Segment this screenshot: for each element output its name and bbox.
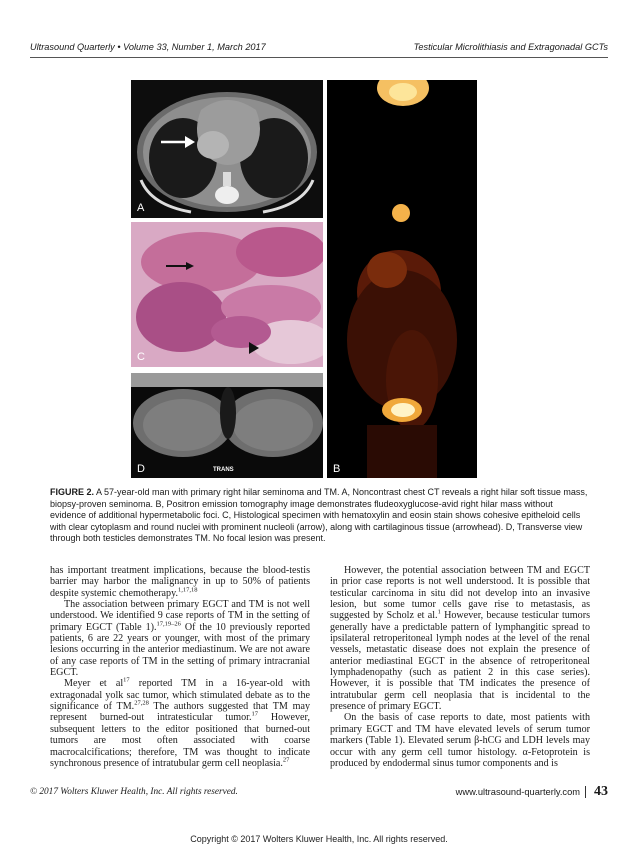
panel-label-c: C <box>137 351 145 363</box>
panel-label-b: B <box>333 463 341 475</box>
citation: 17 <box>251 711 258 719</box>
page-number: 43 <box>594 784 608 799</box>
figure-label: FIGURE 2. <box>50 487 95 497</box>
panel-label-a: A <box>137 202 145 214</box>
citation: 17,19–26 <box>156 620 181 628</box>
trans-label: TRANS <box>213 467 234 473</box>
journal-name: Ultrasound Quarterly <box>30 42 115 52</box>
paragraph: Meyer et $al^{17}$ reported TM in a 16-year-old with extragonadal yolk sac tumor, which stimulated debate as to the significance of TM.$^{27,28}$ The authors suggested that TM may represent burned-out intratesticular tumor.$^{17}$ However, subsequent letters to the editor positioned that burned-out tumors are most often associated with coarse macrocalcifications; therefore, TM was thought to indicate synchronous presence of intratubular germ cell neoplasia.$^{27}$ <box>50 677 311 769</box>
header-bullet: • <box>117 42 121 52</box>
ultrasound-image <box>131 373 323 478</box>
paragraph: The association between primary EGCT and TM is not well understood. We identified 9 case reports of TM in the setting of primary EGCT (Table 1).$^{17,19-26}$ Of the 10 previously reported patients, 6 are 22 years or younger, with most of the primary lesions occurring in the anterior mediastinum. We are not aware of any case reports of TM in the setting of primary intracranial EGCT. <box>50 599 310 679</box>
ct-scan-image <box>131 80 323 218</box>
body-column-left <box>50 565 310 769</box>
footer-divider <box>585 786 586 798</box>
figure-caption-text: A 57-year-old man with primary right hilar seminoma and TM. A, Noncontrast chest CT reveals a right hilar soft tissue mass, biopsy-proven seminoma. B, Positron emission tomography image demonstrates fludeoxyglucose-avid right hilar mass without evidence of additional hypermetabolic foci. C, Histological specimen with hematoxylin and eosin stain shows cohesive epitheloid cells with clear cytoplasm and round nuclei with prominent nucleoli (arrow), along with cartilaginous tissue (arrowhead). D, Transverse view through both testicles demonstrates TM. No focal lesion was present. <box>50 487 588 544</box>
running-title: Testicular Microlithiasis and Extragonadal GCTs <box>413 42 608 52</box>
paragraph: However, the potential association between TM and EGCT in prior case reports is not well understood. It is possible that testicular carcinoma in situ did not develop into an invasive lesion, but some tumor cells gave rise to metastasis, as suggested by Scholz et al.$^1$ However, because testicular tumors generally have a predictable pattern of lymphangitic spread to ipsilateral retroperitoneal lymph nodes at the level of the renal vessels, metastatic disease does not explain the presence of anterior mediastinal EGCT in the absence of retroperitoneal lymphadenopathy (such as patient 2 in this case series). However, it is possible that TM indicates the presence of intratubular germ cell neoplasia that is incidental to the presence of primary EGCT. <box>330 565 590 713</box>
body-column-right <box>330 565 590 769</box>
figure-panel-b-pet <box>327 80 477 478</box>
citation: 1,17,18 <box>178 586 198 594</box>
figure-panel-d-ultrasound <box>131 373 323 478</box>
header-rule <box>30 57 608 58</box>
footer-url[interactable]: www.ultrasound-quarterly.com <box>455 787 580 797</box>
figure-panel-c-histology <box>131 222 323 367</box>
figure-panel-a-ct <box>131 80 323 218</box>
citation: 27 <box>282 756 290 764</box>
running-header <box>30 42 608 56</box>
paragraph: On the basis of case reports to date, most patients with primary EGCT and TM have elevated levels of serum tumor markers (Table 1). Elevated serum β-hCG and LDH levels may occur with any germ cell tumor histology. α-Fetoprotein is produced by endodermal sinus tumor components and is <box>330 712 590 769</box>
histology-image <box>131 222 323 367</box>
page-footer <box>30 785 608 801</box>
citation: 17 <box>123 677 130 685</box>
citation: 27,28 <box>134 699 149 707</box>
issue-info: Volume 33, Number 1, March 2017 <box>123 42 266 52</box>
figure-caption <box>50 487 590 545</box>
panel-label-d: D <box>137 463 145 475</box>
paragraph: has important treatment implications, because the blood-testis barrier may harbor the malignancy in up to 50% of patients despite systemic chemotherapy.$^{1,17,18}$ <box>50 565 310 599</box>
citation: 1 <box>437 609 441 617</box>
journal-issue <box>30 42 266 52</box>
pet-image <box>327 80 477 478</box>
footer-copyright: © 2017 Wolters Kluwer Health, Inc. All rights reserved. <box>30 787 238 797</box>
bottom-copyright-notice: Copyright © 2017 Wolters Kluwer Health, Inc. All rights reserved. <box>190 834 448 844</box>
